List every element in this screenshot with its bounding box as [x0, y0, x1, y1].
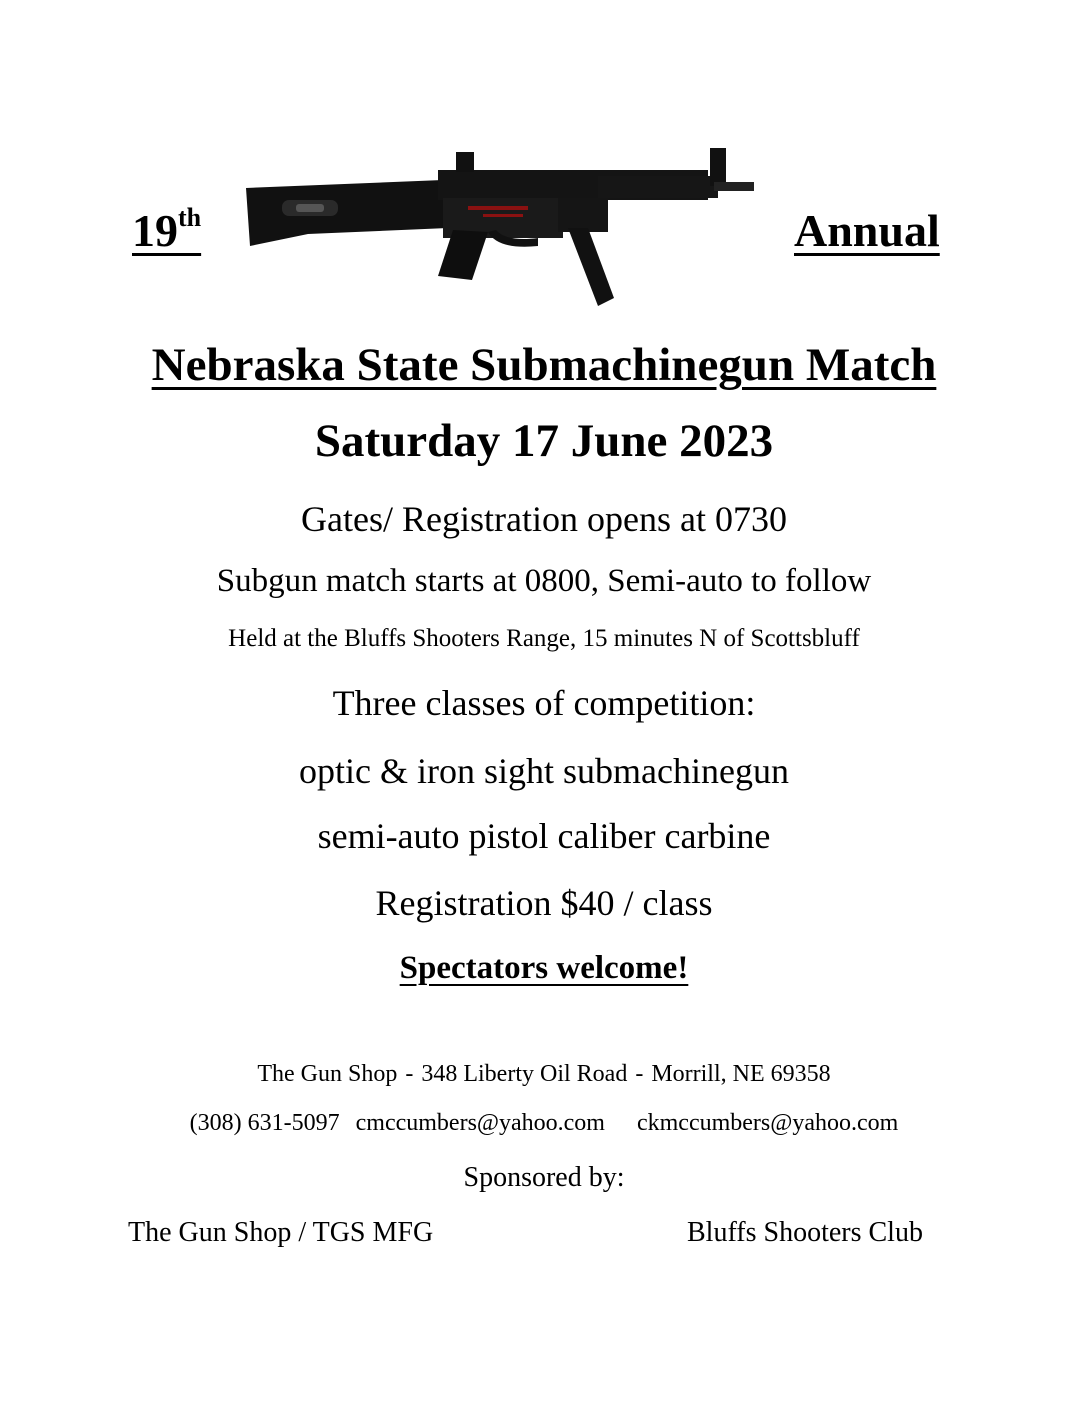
contact-line — [0, 1110, 1088, 1137]
ordinal-suffix: th — [178, 203, 202, 232]
separator: - — [405, 1061, 414, 1087]
sponsored-by-label: Sponsored by: — [463, 1162, 625, 1193]
event-location: Held at the Bluffs Shooters Range, 15 minutes N of Scottsbluff — [228, 625, 860, 652]
event-date: Saturday 17 June 2023 — [314, 415, 774, 467]
phone-number: (308) 631-5097 — [189, 1110, 340, 1136]
match-start-time: Subgun match starts at 0800, Semi-auto to follow — [216, 563, 872, 599]
email-link[interactable]: cmccumbers@yahoo.com — [355, 1110, 605, 1136]
spectators-note: Spectators welcome! — [399, 950, 689, 986]
email-link[interactable]: ckmccumbers@yahoo.com — [636, 1110, 899, 1136]
shop-address — [0, 1061, 1088, 1088]
class-item: semi-auto pistol caliber carbine — [317, 816, 771, 856]
event-title: Nebraska State Submachinegun Match — [151, 339, 937, 391]
classes-heading: Three classes of competition: — [332, 683, 756, 723]
gates-time: Gates/ Registration opens at 0730 — [301, 499, 787, 539]
street-address: 348 Liberty Oil Road — [421, 1061, 628, 1087]
submachinegun-photo — [238, 142, 758, 314]
registration-fee: Registration $40 / class — [375, 883, 713, 923]
ordinal-heading — [132, 204, 201, 257]
class-item: optic & iron sight submachinegun — [299, 751, 789, 791]
ordinal-number: 19 — [132, 205, 178, 256]
separator: - — [635, 1061, 644, 1087]
sponsor-name: The Gun Shop / TGS MFG — [128, 1217, 434, 1248]
city-state-zip: Morrill, NE 69358 — [651, 1061, 831, 1087]
sponsor-name: Bluffs Shooters Club — [687, 1217, 923, 1248]
annual-heading: Annual — [794, 205, 940, 256]
shop-name: The Gun Shop — [257, 1061, 398, 1087]
